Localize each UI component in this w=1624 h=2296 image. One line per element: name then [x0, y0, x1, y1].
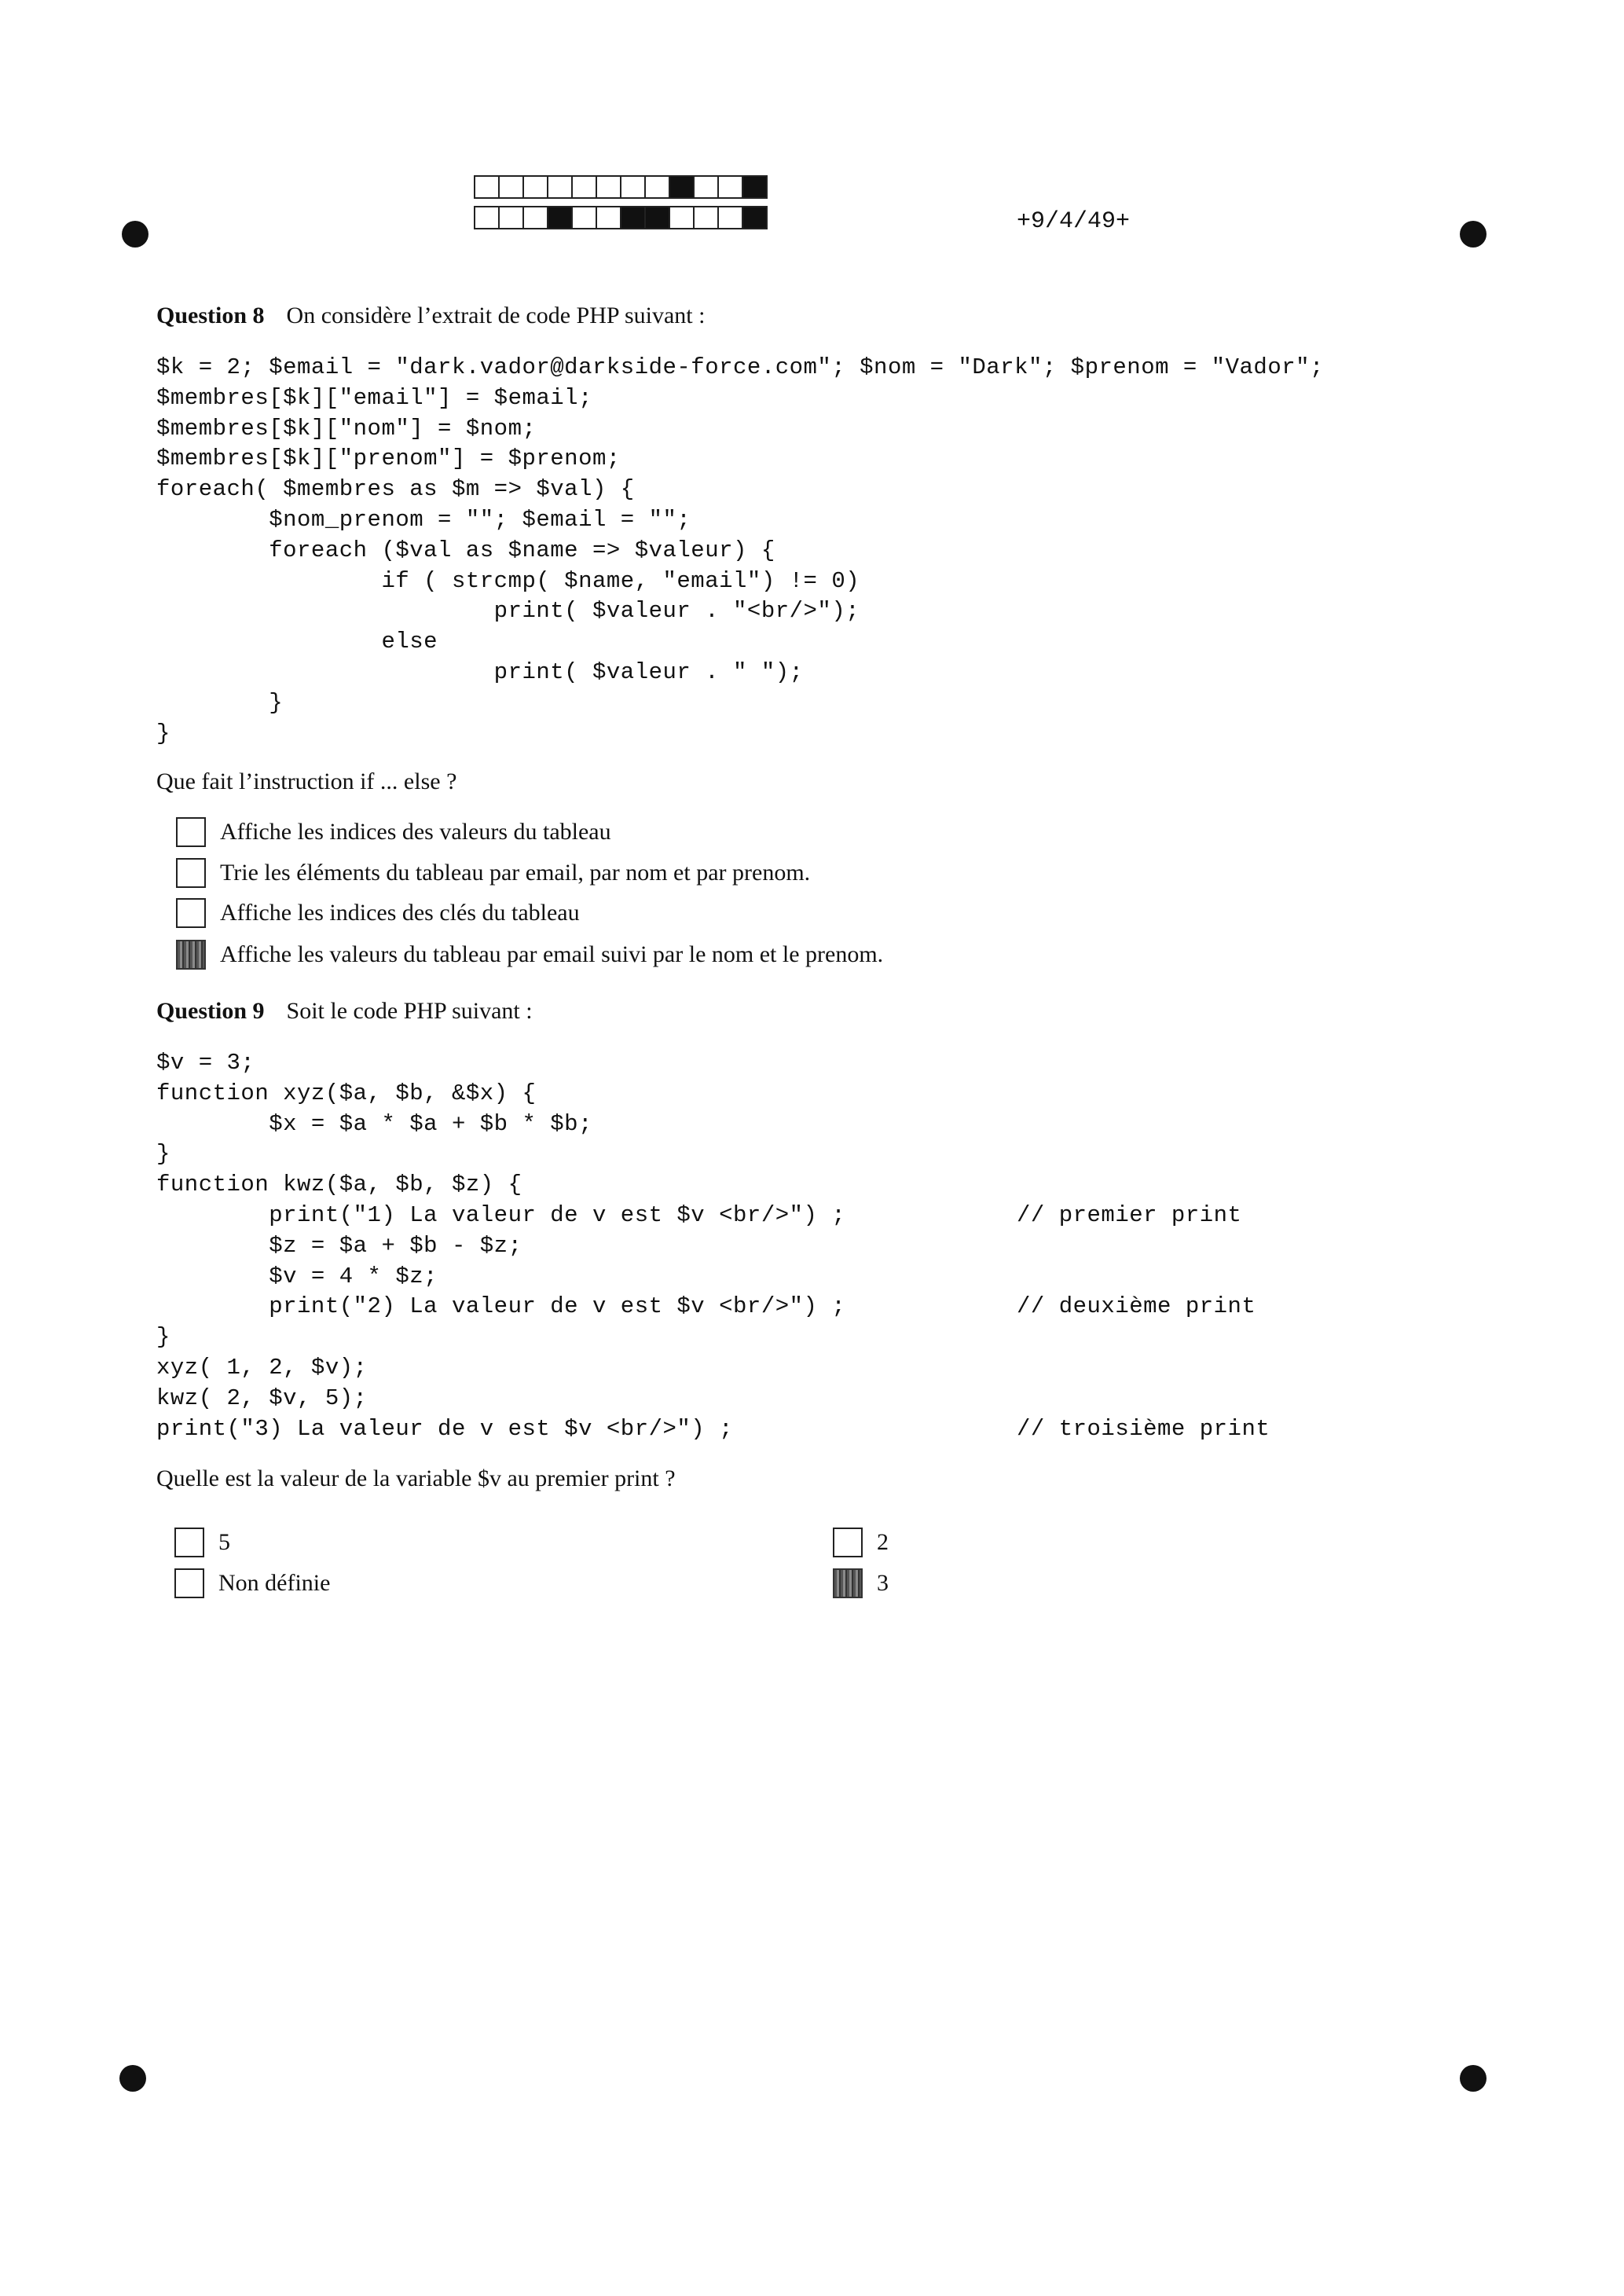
registration-mark-top-right — [1460, 221, 1487, 248]
barcode-cell-empty — [596, 175, 621, 199]
code-text: $x = $a * $a + $b * $b; — [156, 1110, 592, 1137]
code-comment: // troisième print — [1017, 1415, 1270, 1442]
question-8-code-block — [156, 353, 1324, 749]
barcode-cell-empty — [547, 175, 573, 199]
barcode-cell-empty — [571, 175, 597, 199]
barcode-cell-empty — [644, 175, 670, 199]
option-label: Affiche les indices des clés du tableau — [220, 900, 580, 926]
code-line: foreach ($val as $name => $valeur) { — [156, 537, 775, 563]
code-comment: // deuxième print — [1017, 1293, 1256, 1320]
page-identifier: +9/4/49+ — [1017, 208, 1131, 235]
q9-option-4[interactable] — [833, 1568, 889, 1598]
barcode-cell-empty — [693, 206, 719, 229]
q8-option-3[interactable] — [176, 898, 580, 928]
q8-option-2[interactable] — [176, 858, 810, 888]
registration-mark-top-left — [122, 221, 148, 248]
q8-option-4[interactable] — [176, 940, 883, 970]
option-label: 5 — [218, 1529, 230, 1555]
answer-checkbox[interactable] — [176, 858, 206, 888]
question-title: On considère l’extrait de code PHP suivant : — [286, 303, 706, 328]
barcode-cell-empty — [717, 206, 743, 229]
barcode-cell-empty — [522, 175, 548, 199]
code-text: print("3) La valeur de v est $v <br/>") ; — [156, 1415, 734, 1442]
code-line — [156, 1201, 1242, 1231]
code-text: print("2) La valeur de v est $v <br/>") ; — [156, 1293, 846, 1320]
barcode-cell-empty — [474, 175, 500, 199]
code-line: print( $valeur . "<br/>"); — [156, 598, 860, 625]
question-8-heading — [156, 303, 705, 329]
code-line: foreach( $membres as $m => $val) { — [156, 476, 635, 503]
barcode-cell-empty — [693, 175, 719, 199]
code-line: $k = 2; $email = "dark.vador@darkside-force.com"; $nom = "Dark"; $prenom = "Vador"; — [156, 354, 1324, 380]
code-text: print("1) La valeur de v est $v <br/>") ; — [156, 1201, 846, 1228]
code-line — [156, 1353, 845, 1384]
option-label: Non définie — [218, 1570, 331, 1596]
answer-checkbox[interactable] — [176, 898, 206, 928]
code-line: $membres[$k]["nom"] = $nom; — [156, 415, 537, 442]
code-text: xyz( 1, 2, $v); — [156, 1354, 368, 1381]
code-line: if ( strcmp( $name, "email") != 0) — [156, 567, 860, 594]
answer-checkbox[interactable] — [833, 1528, 863, 1557]
code-text: kwz( 2, $v, 5); — [156, 1385, 368, 1411]
code-text: $v = 3; — [156, 1050, 255, 1076]
barcode-cell-empty — [571, 206, 597, 229]
answer-checkbox[interactable] — [176, 817, 206, 847]
code-line — [156, 1384, 845, 1414]
barcode-cell-empty — [596, 206, 621, 229]
option-label: 2 — [877, 1529, 889, 1555]
barcode-top-row — [475, 175, 768, 199]
question-9-heading — [156, 998, 533, 1025]
registration-mark-bottom-left — [119, 2065, 146, 2092]
option-label: Affiche les indices des valeurs du tableau — [220, 819, 611, 845]
code-line — [156, 1109, 845, 1140]
code-text: } — [156, 1141, 170, 1168]
option-label: 3 — [877, 1570, 889, 1596]
code-line: } — [156, 720, 170, 746]
barcode-cell-filled — [669, 175, 695, 199]
answer-checkbox[interactable] — [174, 1568, 204, 1598]
option-label: Affiche les valeurs du tableau par email suivi par le nom et le prenom. — [220, 941, 884, 967]
option-label: Trie les éléments du tableau par email, par nom et par prenom. — [220, 860, 811, 886]
code-line — [156, 1079, 845, 1109]
barcode-cell-empty — [522, 206, 548, 229]
question-title: Soit le code PHP suivant : — [286, 998, 533, 1024]
registration-mark-bottom-right — [1460, 2065, 1487, 2092]
code-line — [156, 1231, 845, 1262]
barcode-cell-empty — [498, 175, 524, 199]
question-number: Question 9 — [156, 998, 265, 1024]
q9-option-3[interactable] — [174, 1568, 330, 1598]
code-text: function kwz($a, $b, $z) { — [156, 1172, 522, 1198]
answer-checkbox-checked[interactable] — [176, 940, 206, 970]
q8-option-1[interactable] — [176, 817, 611, 847]
question-number: Question 8 — [156, 303, 265, 328]
barcode-cell-filled — [620, 206, 646, 229]
barcode-cell-filled — [644, 206, 670, 229]
code-comment: // premier print — [1017, 1201, 1242, 1228]
barcode-cell-empty — [717, 175, 743, 199]
question-9-prompt: Quelle est la valeur de la variable $v au premier print ? — [156, 1465, 676, 1491]
code-line — [156, 1292, 1256, 1322]
code-text: } — [156, 1324, 170, 1351]
code-line — [156, 1262, 845, 1293]
barcode-cell-filled — [742, 206, 768, 229]
code-line — [156, 1139, 845, 1170]
code-text: $z = $a + $b - $z; — [156, 1232, 522, 1259]
barcode-cell-empty — [620, 175, 646, 199]
code-line: $membres[$k]["prenom"] = $prenom; — [156, 446, 621, 472]
question-9-code-block — [156, 1048, 1270, 1444]
code-line: print( $valeur . " "); — [156, 658, 804, 685]
code-line — [156, 1322, 845, 1353]
code-line: $membres[$k]["email"] = $email; — [156, 384, 592, 411]
q9-option-2[interactable] — [833, 1528, 889, 1557]
barcode-cell-empty — [498, 206, 524, 229]
barcode-cell-empty — [669, 206, 695, 229]
q9-option-1[interactable] — [174, 1528, 230, 1557]
answer-checkbox[interactable] — [174, 1528, 204, 1557]
question-8-prompt: Que fait l’instruction if ... else ? — [156, 768, 457, 794]
barcode-bottom-row — [475, 206, 768, 229]
code-text: $v = 4 * $z; — [156, 1263, 438, 1289]
code-line: else — [156, 629, 438, 655]
code-line — [156, 1414, 1270, 1445]
code-line: } — [156, 689, 284, 716]
code-line — [156, 1048, 845, 1079]
answer-checkbox-checked[interactable] — [833, 1568, 863, 1598]
code-line — [156, 1170, 845, 1201]
barcode-cell-filled — [547, 206, 573, 229]
code-line: $nom_prenom = ""; $email = ""; — [156, 506, 691, 533]
barcode-cell-filled — [742, 175, 768, 199]
barcode-cell-empty — [474, 206, 500, 229]
code-text: function xyz($a, $b, &$x) { — [156, 1080, 537, 1106]
